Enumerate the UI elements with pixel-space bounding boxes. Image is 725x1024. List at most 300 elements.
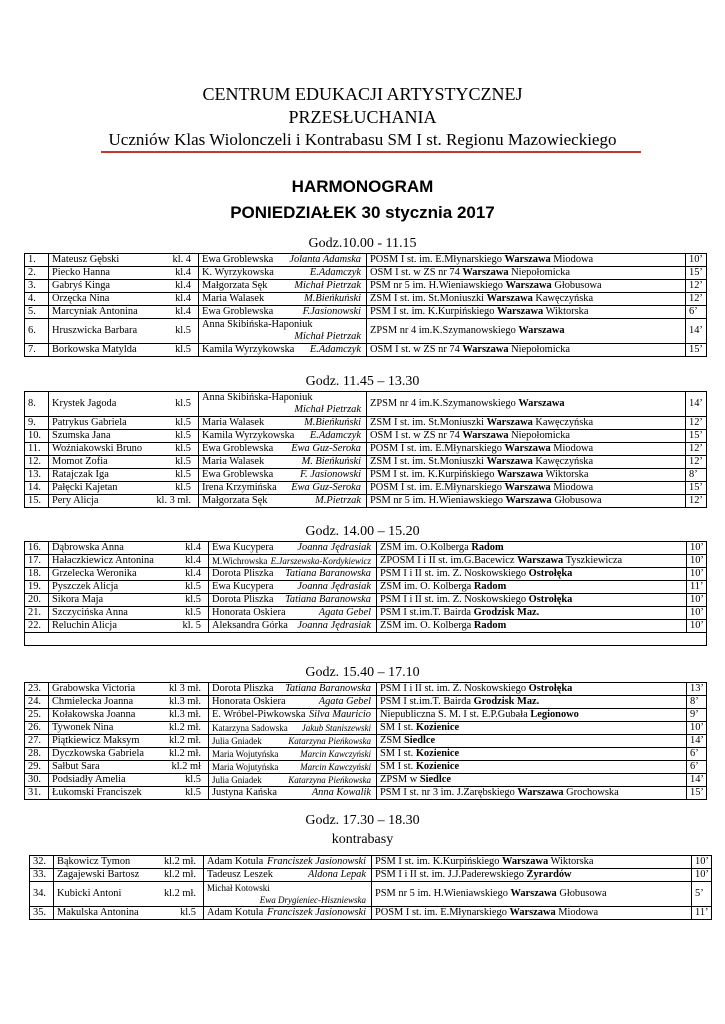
- table-row: [25, 495, 707, 508]
- school-cell: [367, 392, 686, 417]
- accompanist-name: Aldona Lepak: [307, 869, 366, 880]
- duration: 15’: [687, 787, 707, 800]
- table-row: [25, 293, 707, 306]
- school-city: Warszawa: [497, 306, 544, 317]
- student-class: kl.5: [175, 482, 191, 493]
- table-row: [25, 542, 707, 555]
- table-row: [25, 344, 707, 357]
- teacher-cell: [209, 607, 377, 620]
- schedule-table: [24, 682, 707, 800]
- school-street: Głobusowa: [551, 495, 602, 506]
- school-city: Warszawa: [505, 280, 552, 291]
- duration: 12’: [686, 456, 707, 469]
- table-row: [25, 761, 707, 774]
- school-street: Tyszkiewicza: [563, 555, 623, 566]
- student-name: Bąkowicz Tymon: [57, 856, 131, 867]
- row-number: 10.: [25, 430, 49, 443]
- table-row: [25, 722, 707, 735]
- table-row: [25, 735, 707, 748]
- teacher-name: Ewa Groblewska: [202, 306, 274, 317]
- table-row: [25, 594, 707, 607]
- row-number: 21.: [25, 607, 49, 620]
- student-cell: [49, 456, 199, 469]
- teacher-name: Maria Wojutyńska: [212, 749, 279, 759]
- teacher-cell: [199, 306, 367, 319]
- student-name: Chmielecka Joanna: [52, 696, 134, 707]
- duration: 10’: [687, 594, 707, 607]
- accompanist-name: M.Bieńkuński: [304, 417, 361, 428]
- row-number: 28.: [25, 748, 49, 761]
- school-name: ZSM im. O. Kolberga: [380, 581, 474, 592]
- teacher-name: Maria Walasek: [202, 456, 265, 467]
- teacher-name: M.Wichrowska: [212, 556, 268, 566]
- school-city: Warszawa: [486, 417, 533, 428]
- duration: 15’: [686, 344, 707, 357]
- accompanist-name: Joanna Jędrasiak: [297, 542, 371, 553]
- school-city: Warszawa: [510, 888, 557, 899]
- accompanist-name: M.Bieńkuński: [304, 293, 361, 304]
- student-class: kl.5: [175, 469, 191, 480]
- accompanist-name: Ewa Drygieniec-Hiszniewska: [259, 895, 366, 905]
- student-name: Woźniakowski Bruno: [52, 443, 143, 454]
- school-cell: [377, 607, 687, 620]
- school-cell: [367, 344, 686, 357]
- teacher-name: Ewa Groblewska: [202, 469, 274, 480]
- accompanist-name: Marcin Kawczyński: [300, 749, 371, 759]
- school-street: Głobusowa: [556, 888, 607, 899]
- school-name: SM I st.: [380, 722, 416, 733]
- teacher-name: Anna Skibińska-Haponiuk: [202, 319, 313, 330]
- school-city: Warszawa: [504, 254, 551, 265]
- row-number: 7.: [25, 344, 49, 357]
- school-name: PSM I st. im. K.Kurpińskiego: [375, 856, 503, 867]
- school-street: Miodowa: [550, 254, 594, 265]
- school-cell: [377, 787, 687, 800]
- school-cell: [367, 456, 686, 469]
- teacher-name: Maria Walasek: [202, 293, 265, 304]
- teacher-cell: [209, 709, 377, 722]
- school-name: POSM I st. im. E.Młynarskiego: [375, 907, 510, 918]
- student-class: kl.5: [175, 325, 191, 336]
- school-cell: [372, 882, 692, 907]
- student-cell: [49, 254, 199, 267]
- teacher-cell: [209, 542, 377, 555]
- teacher-name: Małgorzata Sęk: [202, 495, 268, 506]
- student-name: Makulska Antonina: [57, 907, 139, 918]
- duration: 10’: [687, 568, 707, 581]
- row-number: 18.: [25, 568, 49, 581]
- student-class: kl.4: [175, 306, 191, 317]
- school-street: Niepołomicka: [508, 344, 571, 355]
- school-name: SM I st.: [380, 761, 416, 772]
- student-cell: [49, 443, 199, 456]
- table-row: [25, 456, 707, 469]
- school-name: PSM nr 5 im. H.Wieniawskiego: [370, 280, 506, 291]
- school-city: Radom: [473, 581, 507, 592]
- school-cell: [367, 267, 686, 280]
- school-street: Kawęczyńska: [532, 293, 594, 304]
- teacher-cell: [209, 722, 377, 735]
- teacher-name: Kamila Wyrzykowska: [202, 344, 295, 355]
- student-cell: [49, 787, 209, 800]
- student-name: Pałęcki Kajetan: [52, 482, 118, 493]
- student-cell: [49, 392, 199, 417]
- accompanist-name: Tatiana Baranowska: [285, 683, 371, 694]
- table-row: [25, 267, 707, 280]
- teacher-name: Michał Kotowski: [207, 883, 270, 893]
- student-cell: [49, 607, 209, 620]
- school-name: POSM I st. im. E.Młynarskiego: [370, 482, 505, 493]
- school-cell: [377, 709, 687, 722]
- row-number: 22.: [25, 620, 49, 633]
- teacher-cell: [204, 907, 372, 920]
- school-street: Głobusowa: [551, 280, 602, 291]
- student-cell: [49, 722, 209, 735]
- teacher-cell: [199, 443, 367, 456]
- student-class: kl.2 mł.: [168, 735, 201, 746]
- accompanist-name: Joanna Jędrasiak: [297, 620, 371, 631]
- student-cell: [49, 267, 199, 280]
- teacher-cell: [199, 469, 367, 482]
- teacher-name: K. Wyrzykowska: [202, 267, 274, 278]
- school-city: Warszawa: [517, 787, 564, 798]
- student-cell: [49, 469, 199, 482]
- school-cell: [377, 761, 687, 774]
- table-row: [25, 482, 707, 495]
- duration: 13’: [687, 683, 707, 696]
- accompanist-name: Michał Pietrzak: [294, 280, 361, 291]
- school-city: Warszawa: [486, 293, 533, 304]
- teacher-cell: [199, 344, 367, 357]
- teacher-cell: [199, 267, 367, 280]
- row-number: 31.: [25, 787, 49, 800]
- section-time: Godz. 17.30 – 18.30: [305, 813, 420, 828]
- teacher-cell: [209, 761, 377, 774]
- table-row: [25, 748, 707, 761]
- duration: 10’: [687, 620, 707, 633]
- student-name: Piątkiewicz Maksym: [52, 735, 140, 746]
- school-name: POSM I st. im. E.Młynarskiego: [370, 443, 505, 454]
- document-title: HARMONOGRAM: [291, 177, 434, 196]
- table-row: [25, 787, 707, 800]
- student-class: kl.5: [175, 398, 191, 409]
- student-cell: [49, 542, 209, 555]
- school-name: ZSM I st. im. St.Moniuszki: [370, 417, 487, 428]
- school-cell: [367, 306, 686, 319]
- section-subtitle: kontrabasy: [331, 832, 394, 847]
- school-city: Radom: [471, 542, 504, 553]
- student-class: kl.5: [185, 581, 201, 592]
- student-cell: [49, 761, 209, 774]
- duration: 10’: [692, 856, 712, 869]
- duration: 5’: [692, 882, 712, 907]
- teacher-name: Aleksandra Górka: [212, 620, 288, 631]
- accompanist-name: Michał Pietrzak: [294, 404, 361, 415]
- student-class: kl.5: [180, 907, 196, 918]
- accompanist-name: Ewa Guz-Seroka: [291, 482, 361, 493]
- student-class: kl. 4: [172, 254, 191, 265]
- school-city: Warszawa: [462, 430, 509, 441]
- student-class: kl.4: [175, 293, 191, 304]
- table-row: [25, 620, 707, 633]
- school-cell: [377, 748, 687, 761]
- teacher-cell: [199, 392, 367, 417]
- school-cell: [377, 555, 687, 568]
- student-class: kl.2 mł.: [168, 748, 201, 759]
- student-class: kl.4: [175, 280, 191, 291]
- school-cell: [377, 683, 687, 696]
- schedule-table: [24, 253, 707, 357]
- student-cell: [49, 581, 209, 594]
- student-cell: [49, 683, 209, 696]
- accompanist-name: Franciszek Jasionowski: [267, 907, 366, 918]
- student-name: Szczycińska Anna: [52, 607, 128, 618]
- student-name: Dąbrowska Anna: [52, 542, 124, 553]
- school-cell: [377, 620, 687, 633]
- duration: 12’: [686, 417, 707, 430]
- school-city: Kozienice: [415, 748, 460, 759]
- row-number: 2.: [25, 267, 49, 280]
- school-street: Grochowska: [563, 787, 619, 798]
- accompanist-name: Agata Gebel: [318, 607, 371, 618]
- table-row: [25, 683, 707, 696]
- teacher-cell: [209, 683, 377, 696]
- student-cell: [54, 856, 204, 869]
- teacher-name: Honorata Oskiera: [212, 696, 286, 707]
- duration: 12’: [686, 495, 707, 508]
- student-cell: [49, 293, 199, 306]
- teacher-cell: [209, 620, 377, 633]
- student-name: Momot Zofia: [52, 456, 108, 467]
- student-name: Dyczkowska Gabriela: [52, 748, 145, 759]
- header-divider: [101, 151, 641, 153]
- school-name: PSM nr 5 im. H.Wieniawskiego: [370, 495, 506, 506]
- student-name: Patrykus Gabriela: [52, 417, 127, 428]
- duration: 14’: [686, 319, 707, 344]
- table-row: [25, 443, 707, 456]
- school-cell: [372, 869, 692, 882]
- student-cell: [49, 594, 209, 607]
- school-city: Warszawa: [502, 856, 549, 867]
- duration: 9’: [687, 709, 707, 722]
- duration: 10’: [687, 542, 707, 555]
- student-class: kl.2 mł.: [163, 856, 196, 867]
- row-number: 16.: [25, 542, 49, 555]
- table-row: [25, 319, 707, 344]
- student-class: kl.2 mł.: [163, 888, 196, 899]
- row-number: 30.: [25, 774, 49, 787]
- school-city: Warszawa: [462, 267, 509, 278]
- row-number: 20.: [25, 594, 49, 607]
- header-subtitle: Uczniów Klas Wiolonczeli i Kontrabasu SM I st. Regionu Mazowieckiego: [108, 130, 617, 149]
- student-class: kl.4: [185, 568, 201, 579]
- duration: 6’: [687, 748, 707, 761]
- duration: 10’: [687, 555, 707, 568]
- schedule-table: [24, 541, 707, 646]
- school-city: Warszawa: [504, 443, 551, 454]
- duration: 8’: [686, 469, 707, 482]
- school-cell: [377, 696, 687, 709]
- table-row: [25, 607, 707, 620]
- row-number: 26.: [25, 722, 49, 735]
- table-row: [25, 568, 707, 581]
- school-name: OSM I st. w ZS nr 74: [370, 430, 463, 441]
- teacher-cell: [204, 882, 372, 907]
- student-name: Szumska Jana: [52, 430, 111, 441]
- row-number: 4.: [25, 293, 49, 306]
- teacher-name: Honorata Oskiera: [212, 607, 286, 618]
- school-cell: [367, 254, 686, 267]
- student-cell: [49, 417, 199, 430]
- school-city: Warszawa: [497, 469, 544, 480]
- row-number: 35.: [30, 907, 54, 920]
- school-name: OSM I st. w ZS nr 74: [370, 344, 463, 355]
- teacher-cell: [199, 495, 367, 508]
- teacher-name: Ewa Kucypera: [212, 542, 274, 553]
- table-row: [30, 907, 712, 920]
- duration: 10’: [686, 254, 707, 267]
- student-cell: [49, 430, 199, 443]
- duration: 11’: [687, 581, 707, 594]
- table-row: [25, 581, 707, 594]
- school-name: ZPSM w: [380, 774, 420, 785]
- school-city: Warszawa: [518, 325, 565, 336]
- student-name: Kubicki Antoni: [57, 888, 122, 899]
- student-name: Mateusz Gębski: [52, 254, 120, 265]
- student-class: kl.5: [175, 344, 191, 355]
- teacher-name: E. Wróbel-Piwkowska: [212, 709, 306, 720]
- row-number: 5.: [25, 306, 49, 319]
- duration: 6’: [686, 306, 707, 319]
- row-number: 23.: [25, 683, 49, 696]
- student-name: Kołakowska Joanna: [52, 709, 136, 720]
- row-number: 13.: [25, 469, 49, 482]
- student-class: kl. 5: [182, 620, 201, 631]
- student-name: Grzelecka Weronika: [52, 568, 137, 579]
- teacher-cell: [209, 774, 377, 787]
- accompanist-name: Franciszek Jasionowski: [267, 856, 366, 867]
- table-row: [25, 709, 707, 722]
- school-name: SM I st.: [380, 748, 416, 759]
- accompanist-name: F. Jasionowski: [300, 469, 361, 480]
- student-name: Ratajczak Iga: [52, 469, 109, 480]
- teacher-name: Justyna Kańska: [212, 787, 277, 798]
- teacher-cell: [209, 594, 377, 607]
- school-cell: [367, 469, 686, 482]
- row-number: 6.: [25, 319, 49, 344]
- row-number: 3.: [25, 280, 49, 293]
- school-city: Legionowo: [530, 709, 579, 720]
- duration: 14’: [687, 735, 707, 748]
- accompanist-name: Agata Gebel: [318, 696, 371, 707]
- student-name: Orzęcka Nina: [52, 293, 110, 304]
- school-name: ZSM im. O.Kolberga: [380, 542, 472, 553]
- school-cell: [367, 495, 686, 508]
- row-number: 32.: [30, 856, 54, 869]
- school-cell: [372, 856, 692, 869]
- schedule-table: [24, 391, 707, 508]
- school-name: POSM I st. im. E.Młynarskiego: [370, 254, 505, 265]
- accompanist-name: Michał Pietrzak: [294, 331, 361, 342]
- school-city: Kozienice: [415, 761, 460, 772]
- accompanist-name: Joanna Jędrasiak: [297, 581, 371, 592]
- school-city: Siedlce: [419, 774, 452, 785]
- school-cell: [367, 280, 686, 293]
- duration: 14’: [687, 774, 707, 787]
- student-cell: [54, 882, 204, 907]
- row-number: 34.: [30, 882, 54, 907]
- teacher-name: Tadeusz Leszek: [207, 869, 273, 880]
- student-cell: [49, 495, 199, 508]
- duration: 8’: [687, 696, 707, 709]
- school-cell: [367, 430, 686, 443]
- teacher-name: Dorota Pliszka: [212, 594, 274, 605]
- accompanist-name: Marcin Kawczyński: [300, 762, 371, 772]
- duration: 10’: [687, 722, 707, 735]
- school-name: PSM I st. im. K.Kurpińskiego: [370, 306, 498, 317]
- student-cell: [49, 735, 209, 748]
- accompanist-name: Jolanta Adamska: [289, 254, 361, 265]
- school-city: Ostrołęka: [528, 594, 573, 605]
- student-name: Marcyniak Antonina: [52, 306, 138, 317]
- table-row: [25, 306, 707, 319]
- student-class: kl.2 mł.: [168, 722, 201, 733]
- school-street: Miodowa: [550, 482, 594, 493]
- teacher-cell: [209, 735, 377, 748]
- duration: 6’: [687, 761, 707, 774]
- teacher-cell: [209, 787, 377, 800]
- school-name: ZPSM nr 4 im.K.Szymanowskiego: [370, 398, 519, 409]
- school-street: Niepołomicka: [508, 267, 571, 278]
- school-cell: [367, 417, 686, 430]
- student-cell: [49, 319, 199, 344]
- accompanist-name: Anna Kowalik: [311, 787, 371, 798]
- accompanist-name: E.Adamczyk: [309, 430, 361, 441]
- school-cell: [367, 293, 686, 306]
- accompanist-name: E.Jarszewska-Kordykiewicz: [270, 556, 371, 566]
- student-name: Piecko Hanna: [52, 267, 110, 278]
- student-class: kl.5: [185, 594, 201, 605]
- teacher-name: Małgorzata Sęk: [202, 280, 268, 291]
- school-name: PSM I i II st. im. Z. Noskowskiego: [380, 594, 529, 605]
- accompanist-name: Tatiana Baranowska: [285, 594, 371, 605]
- student-cell: [49, 482, 199, 495]
- teacher-name: Katarzyna Sadowska: [212, 723, 288, 733]
- teacher-name: Julia Gniadek: [212, 775, 262, 785]
- student-name: Grabowska Victoria: [52, 683, 136, 694]
- student-cell: [49, 748, 209, 761]
- teacher-cell: [209, 568, 377, 581]
- school-name: PSM I i II st. im. Z. Noskowskiego: [380, 683, 529, 694]
- table-row: [25, 430, 707, 443]
- duration: 10’: [692, 869, 712, 882]
- school-name: PSM nr 5 im. H.Wieniawskiego: [375, 888, 511, 899]
- school-street: Wiktorska: [543, 469, 589, 480]
- school-name: PSM I st. im. K.Kurpińskiego: [370, 469, 498, 480]
- school-cell: [377, 774, 687, 787]
- header-event: PRZESŁUCHANIA: [288, 107, 437, 127]
- student-class: kl.5: [175, 417, 191, 428]
- school-city: Grodzisk Maz.: [473, 607, 540, 618]
- school-street: Wiktorska: [548, 856, 594, 867]
- school-name: PSM I st.im.T. Bairda: [380, 696, 474, 707]
- table-row: [25, 392, 707, 417]
- student-class: kl.5: [185, 774, 201, 785]
- student-class: kl.4: [185, 542, 201, 553]
- row-number: 17.: [25, 555, 49, 568]
- school-city: Ostrołęka: [528, 568, 573, 579]
- header-institution: CENTRUM EDUKACJI ARTYSTYCZNEJ: [202, 84, 523, 104]
